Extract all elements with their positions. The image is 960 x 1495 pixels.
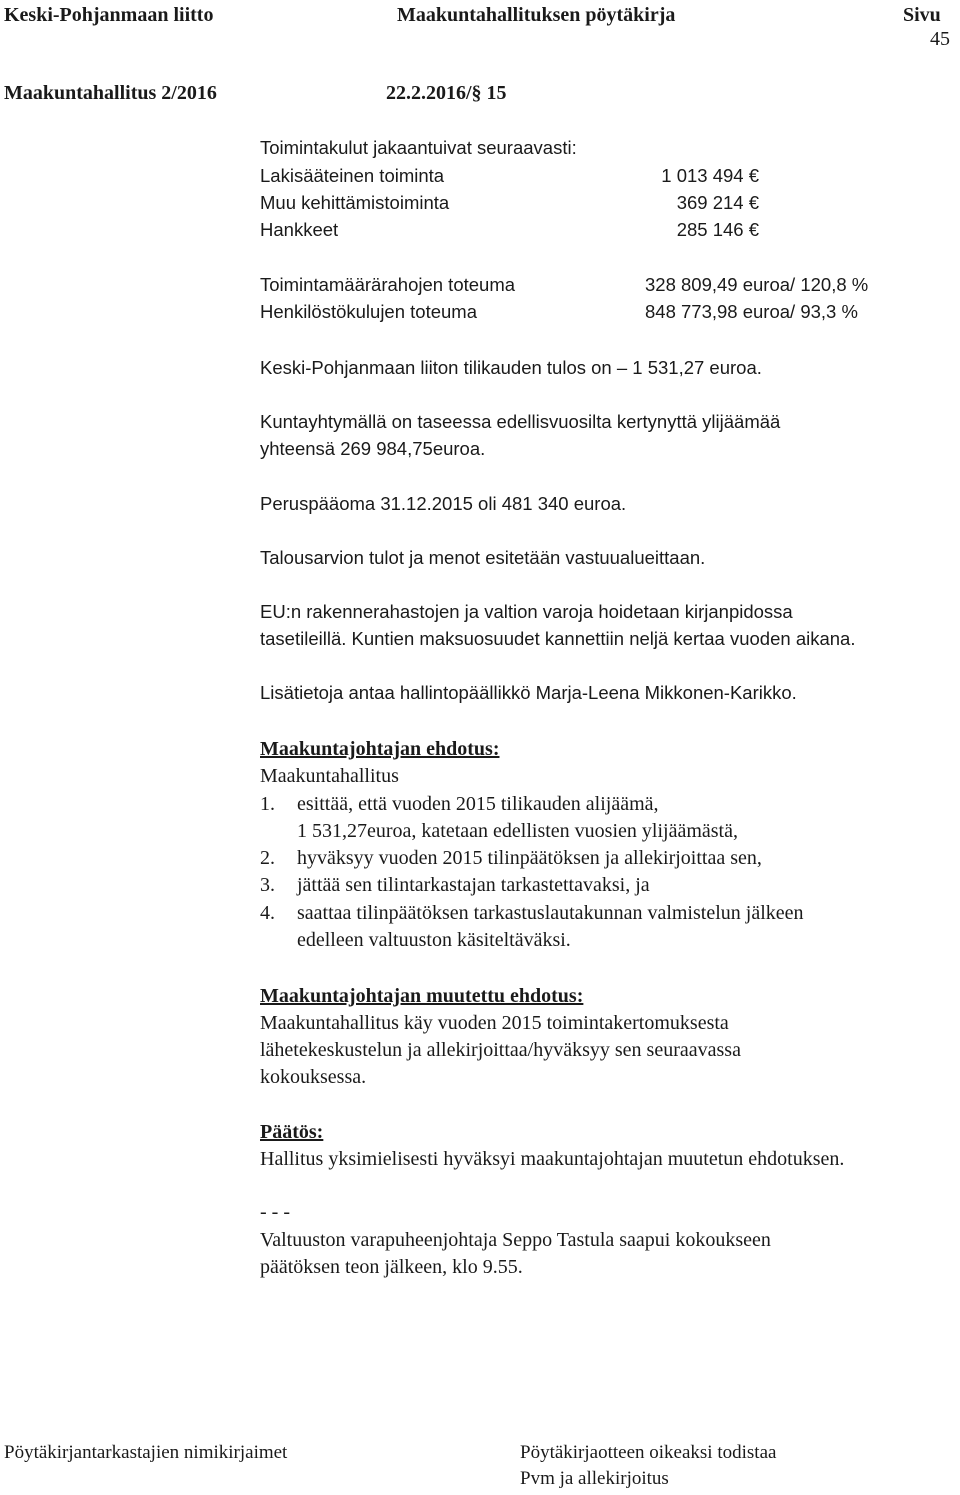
capital-paragraph: Peruspääoma 31.12.2015 oli 481 340 euroa. xyxy=(260,493,627,514)
info-paragraph: Lisätietoja antaa hallintopäällikkö Marja-Leena Mikkonen-Karikko. xyxy=(260,682,797,703)
proposal-item-number: 3. xyxy=(260,874,275,896)
cost-row-value: 285 146 € xyxy=(676,219,759,240)
proposal-item-text: hyväksyy vuoden 2015 tilinpäätöksen ja allekirjoittaa sen, xyxy=(297,847,762,869)
eu-paragraph-line: EU:n rakennerahastojen ja valtion varoja hoidetaan kirjanpidossa xyxy=(260,601,793,622)
meeting-label: Maakuntahallitus 2/2016 xyxy=(4,82,217,104)
proposal-item-number: 2. xyxy=(260,847,275,869)
costs-intro: Toimintakulut jakaantuivat seuraavasti: xyxy=(260,137,577,158)
proposal-item-text: esittää, että vuoden 2015 tilikauden alijäämä, xyxy=(297,793,659,815)
page-label: Sivu xyxy=(903,4,941,26)
amended-text-line: Maakuntahallitus käy vuoden 2015 toimintakertomuksesta xyxy=(260,1012,729,1034)
result-paragraph: Keski-Pohjanmaan liiton tilikauden tulos on – 1 531,27 euroa. xyxy=(260,357,762,378)
note-text-line: Valtuuston varapuheenjohtaja Seppo Tastula saapui kokoukseen xyxy=(260,1229,771,1251)
decision-text: Hallitus yksimielisesti hyväksyi maakuntajohtajan muutetun ehdotuksen. xyxy=(260,1148,845,1170)
surplus-paragraph-line: yhteensä 269 984,75euroa. xyxy=(260,438,486,459)
date-section: 22.2.2016/§ 15 xyxy=(386,82,507,104)
surplus-paragraph-line: Kuntayhtymällä on taseessa edellisvuosilta kertynyttä ylijäämää xyxy=(260,411,781,432)
cost-row-label: Lakisääteinen toiminta xyxy=(260,165,445,186)
realization-row-label: Toimintamäärärahojen toteuma xyxy=(260,274,516,295)
amended-heading: Maakuntajohtajan muutettu ehdotus: xyxy=(260,985,584,1007)
note-text-line: päätöksen teon jälkeen, klo 9.55. xyxy=(260,1256,523,1278)
budget-paragraph: Talousarvion tulot ja menot esitetään vastuualueittaan. xyxy=(260,547,706,568)
proposal-item-text: saattaa tilinpäätöksen tarkastuslautakunnan valmistelun jälkeen xyxy=(297,902,804,924)
org-name: Keski-Pohjanmaan liitto xyxy=(4,4,214,26)
proposal-item-number: 1. xyxy=(260,793,275,815)
proposal-item-text: edelleen valtuuston käsiteltäväksi. xyxy=(297,929,571,951)
amended-text-line: lähetekeskustelun ja allekirjoittaa/hyväksyy sen seuraavassa xyxy=(260,1039,741,1061)
cost-row-label: Muu kehittämistoiminta xyxy=(260,192,450,213)
realization-row-label: Henkilöstökulujen toteuma xyxy=(260,301,477,322)
footer-certification: Pöytäkirjaotteen oikeaksi todistaa xyxy=(520,1442,777,1463)
proposal-heading: Maakuntajohtajan ehdotus: xyxy=(260,738,500,760)
proposal-item-text: jättää sen tilintarkastajan tarkastettavaksi, ja xyxy=(297,874,650,896)
realization-row-value: 328 809,49 euroa/ 120,8 % xyxy=(645,274,869,295)
proposal-subject: Maakuntahallitus xyxy=(260,765,399,787)
cost-row-value: 1 013 494 € xyxy=(661,165,759,186)
cost-row-value: 369 214 € xyxy=(676,192,759,213)
footer-date-signature: Pvm ja allekirjoitus xyxy=(520,1468,669,1489)
realization-row-value: 848 773,98 euroa/ 93,3 % xyxy=(645,301,858,322)
footer-inspectors-initials: Pöytäkirjantarkastajien nimikirjaimet xyxy=(4,1442,288,1463)
cost-row-label: Hankkeet xyxy=(260,219,339,240)
amended-text-line: kokouksessa. xyxy=(260,1066,367,1088)
page-number: 45 xyxy=(930,28,950,50)
document-title: Maakuntahallituksen pöytäkirja xyxy=(397,4,676,26)
eu-paragraph-line: tasetileillä. Kuntien maksuosuudet kannettiin neljä kertaa vuoden aikana. xyxy=(260,628,856,649)
section-separator: - - - xyxy=(260,1201,290,1223)
decision-heading: Päätös: xyxy=(260,1121,324,1143)
proposal-item-number: 4. xyxy=(260,902,275,924)
proposal-item-text: 1 531,27euroa, katetaan edellisten vuosien ylijäämästä, xyxy=(297,820,738,842)
